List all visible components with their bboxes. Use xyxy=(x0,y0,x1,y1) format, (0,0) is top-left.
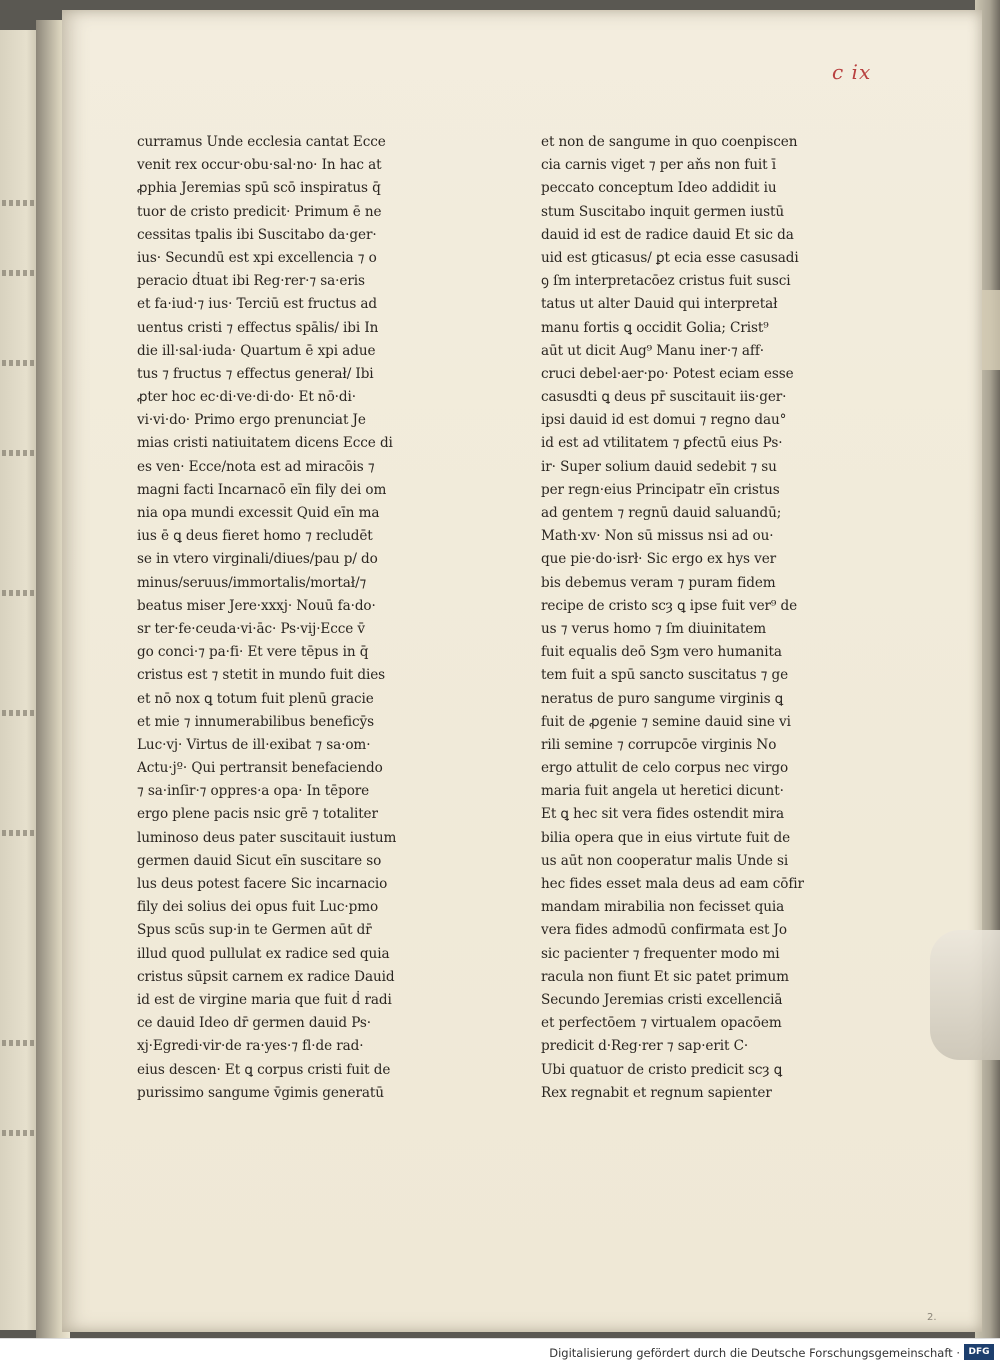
text-line: die ill·sal·iuda· Quartum ē xpi adue xyxy=(137,342,376,359)
text-line: casusdti ꝗ deus pr̄ suscitauit iis·ger· xyxy=(541,389,787,406)
text-line: id est ad vtilitatem ⁊ ꝑfectū eius Ps· xyxy=(541,435,783,452)
text-line: purissimo sangume v̄gimis generatū xyxy=(137,1084,384,1101)
text-line: Spus scūs sup·in te Germen aūt dr̄ xyxy=(137,922,372,939)
bleed-line xyxy=(2,590,38,596)
page-clip xyxy=(930,930,1000,1060)
text-line: bilia opera que in eius virtute fuit de xyxy=(541,829,791,846)
text-line: ius ē ꝗ deus fieret homo ⁊ recludēt xyxy=(137,528,373,545)
text-line: recipe de cristo scȝ ꝗ ipse fuit ver⁹ de xyxy=(541,597,798,614)
text-line: per regn·eius Principatr eīn cristus xyxy=(541,481,780,498)
text-line: vi·vi·do· Primo ergo prenunciat Je xyxy=(137,412,366,429)
text-line: et perfectōem ⁊ virtualem opacōem xyxy=(541,1015,782,1032)
bleed-line xyxy=(2,360,38,366)
text-line: minus/seruus/immortalis/mortał/⁊ xyxy=(137,574,367,591)
text-line: ce dauid Ideo dr̄ germen dauid Ps· xyxy=(137,1015,372,1032)
text-line: cruci debel·aer·po· Potest eciam esse xyxy=(541,365,794,382)
text-line: cia carnis viget ⁊ per aňs non fuit ī xyxy=(541,157,776,174)
text-line: xj·Egredi·vir·de ra·yes·⁊ fl·de rad· xyxy=(137,1038,364,1055)
text-line: peccato conceptum Ideo addidit iu xyxy=(541,180,777,197)
text-line: luminoso deus pater suscitauit iustum xyxy=(137,829,397,846)
text-line: stum Suscitabo inquit germen iustū xyxy=(541,203,785,220)
text-line: tus ⁊ fructus ⁊ effectus generał/ Ibi xyxy=(137,365,374,382)
text-line: go conci·⁊ pa·fi· Et vere tēpus in q̄ xyxy=(137,644,369,661)
text-line: mandam mirabilia non fecisset quia xyxy=(541,899,785,916)
text-line: vera fides admodū confirmata est Jo xyxy=(541,922,787,939)
text-line: racula non fiunt Et sic patet primum xyxy=(541,968,789,985)
text-line: Et ꝗ hec sit vera fides ostendit mira xyxy=(541,806,784,823)
text-line: ergo attulit de celo corpus nec virgo xyxy=(541,760,789,777)
text-line: illud quod pullulat ex radice sed quia xyxy=(137,945,390,962)
text-line: Ubi quatuor de cristo predicit scȝ ꝗ xyxy=(541,1061,783,1078)
text-line: maria fuit angela ut heretici dicunt· xyxy=(541,783,784,800)
text-line: magni facti Incarnacō eīn fily dei om xyxy=(137,481,387,498)
text-line: fuit equalis deō Sȝm vero humanita xyxy=(541,644,782,661)
text-line: ir· Super solium dauid sedebit ⁊ su xyxy=(541,458,777,475)
funding-notice: Digitalisierung gefördert durch die Deutsche Forschungsgemeinschaft · xyxy=(549,1346,960,1360)
text-line: aūt ut dicit Aug⁹ Manu iner·⁊ aff· xyxy=(541,342,765,359)
bleed-line xyxy=(2,270,38,276)
text-line: ipsi dauid id est domui ⁊ regno dau° xyxy=(541,412,787,429)
text-line: cessitas tpalis ibi Suscitabo da·ger· xyxy=(137,226,377,243)
text-line: ꝓphia Jeremias spū scō inspiratus q̄ xyxy=(137,180,381,197)
text-line: eius descen· Et ꝗ corpus cristi fuit de xyxy=(137,1061,391,1078)
text-line: neratus de puro sangume virginis ꝗ xyxy=(541,690,784,707)
text-line: fuit de ꝓgenie ⁊ semine dauid sine vi xyxy=(541,713,791,730)
text-line: ꝯ ſm interpretacōez cristus fuit susci xyxy=(541,273,791,290)
text-line: Math·xv· Non sū missus nsi ad ou· xyxy=(541,528,774,545)
text-line: Actu·jº· Qui pertransit benefaciendo xyxy=(137,760,383,777)
text-line: peracio ḋtuat ibi Reg·rer·⁊ sa·eris xyxy=(137,273,365,290)
bleed-line xyxy=(2,1040,38,1046)
text-line: us ⁊ verus homo ⁊ ſm diuinitatem xyxy=(541,620,767,637)
text-line: sic pacienter ⁊ frequenter modo mi xyxy=(541,945,780,962)
bleed-line xyxy=(2,710,38,716)
dfg-logo: DFG xyxy=(964,1344,994,1360)
text-line: lus deus potest facere Sic incarnacio xyxy=(137,876,388,892)
text-line: rili semine ⁊ corrupcōe virginis No xyxy=(541,736,777,753)
text-line: germen dauid Sicut eīn suscitare so xyxy=(137,852,382,869)
text-line: uentus cristi ⁊ effectus spālis/ ibi In xyxy=(137,319,379,336)
text-line: Secundo Jeremias cristi excellenciā xyxy=(541,991,783,1008)
footer-bar xyxy=(0,1338,1000,1366)
text-line: ⁊ sa·inſir·⁊ oppres·a opa· In tēpore xyxy=(137,783,370,800)
text-line: et nō nox ꝗ totum fuit plenū gracie xyxy=(137,690,374,707)
text-line: uid est gticasus/ ꝑt ecia esse casusadi xyxy=(541,249,799,266)
text-line: et non de sangume in quo coenpiscen xyxy=(541,134,798,150)
text-line: curramus Unde ecclesia cantat Ecce xyxy=(137,134,386,150)
bleed-line xyxy=(2,450,38,456)
text-line: ꝓter hoc ec·di·ve·di·do· Et nō·di· xyxy=(137,389,356,406)
text-line: tatus ut alter Dauid qui interpretał xyxy=(541,296,778,313)
bleed-line xyxy=(2,1130,38,1136)
text-line: se in vtero virginali/diues/pau p/ do xyxy=(137,551,378,568)
left-text-column xyxy=(137,131,477,1105)
bleed-line xyxy=(2,830,38,836)
text-line: predicit d·Reg·rer ⁊ sap·erit C· xyxy=(541,1038,749,1055)
right-text-column xyxy=(541,131,881,1105)
text-line: cristus est ⁊ stetit in mundo fuit dies xyxy=(137,667,386,684)
text-line: bis debemus veram ⁊ puram fidem xyxy=(541,574,776,591)
text-line: venit rex occur·obu·sal·no· In hac at xyxy=(137,157,382,174)
text-line: ad gentem ⁊ regnū dauid saluandū; xyxy=(541,505,782,521)
text-line: fily dei solius dei opus fuit Luc·pmo xyxy=(137,899,379,916)
text-line: tuor de cristo predicit· Primum ē ne xyxy=(137,203,382,220)
text-line: Rex regnabit et regnum sapienter xyxy=(541,1084,772,1101)
text-line: mias cristi natiuitatem dicens Ecce di xyxy=(137,435,393,452)
text-line: hec fides esset mala deus ad eam cōfir xyxy=(541,876,804,892)
text-line: tem fuit a spū sancto suscitatus ⁊ ge xyxy=(541,667,789,684)
text-line: que pie·do·isrł· Sic ergo ex hys ver xyxy=(541,551,777,568)
text-line: nia opa mundi excessit Quid eīn ma xyxy=(137,505,380,521)
text-line: us aūt non cooperatur malis Unde si xyxy=(541,852,789,869)
folio-number: c ix xyxy=(832,60,872,84)
text-line: es ven· Ecce/nota est ad miracōis ⁊ xyxy=(137,458,375,475)
text-line: Luc·vj· Virtus de ill·exibat ⁊ sa·om· xyxy=(137,736,371,753)
text-line: ius· Secundū est xpi excellencia ⁊ o xyxy=(137,249,377,266)
page-stamp: 2. xyxy=(927,1312,937,1323)
text-line: sr ter·fe·ceuda·vi·āc· Ps·vij·Ecce v̄ xyxy=(137,620,366,637)
text-line: dauid id est de radice dauid Et sic da xyxy=(541,226,794,243)
text-line: id est de virgine maria que fuit ḋ radi xyxy=(137,991,392,1008)
text-line: et fa·iud·⁊ ius· Terciū est fructus ad xyxy=(137,296,378,313)
bleed-line xyxy=(2,200,38,206)
text-line: cristus sūpsit carnem ex radice Dauid xyxy=(137,968,395,985)
text-line: et mie ⁊ innumerabilibus beneficȳs xyxy=(137,713,374,730)
text-line: beatus miser Jere·xxxj· Nouū fa·do· xyxy=(137,597,376,614)
text-line: ergo plene pacis nsic grē ⁊ totaliter xyxy=(137,806,378,823)
text-line: manu fortis ꝗ occidit Golia; Crist⁹ xyxy=(541,319,769,336)
